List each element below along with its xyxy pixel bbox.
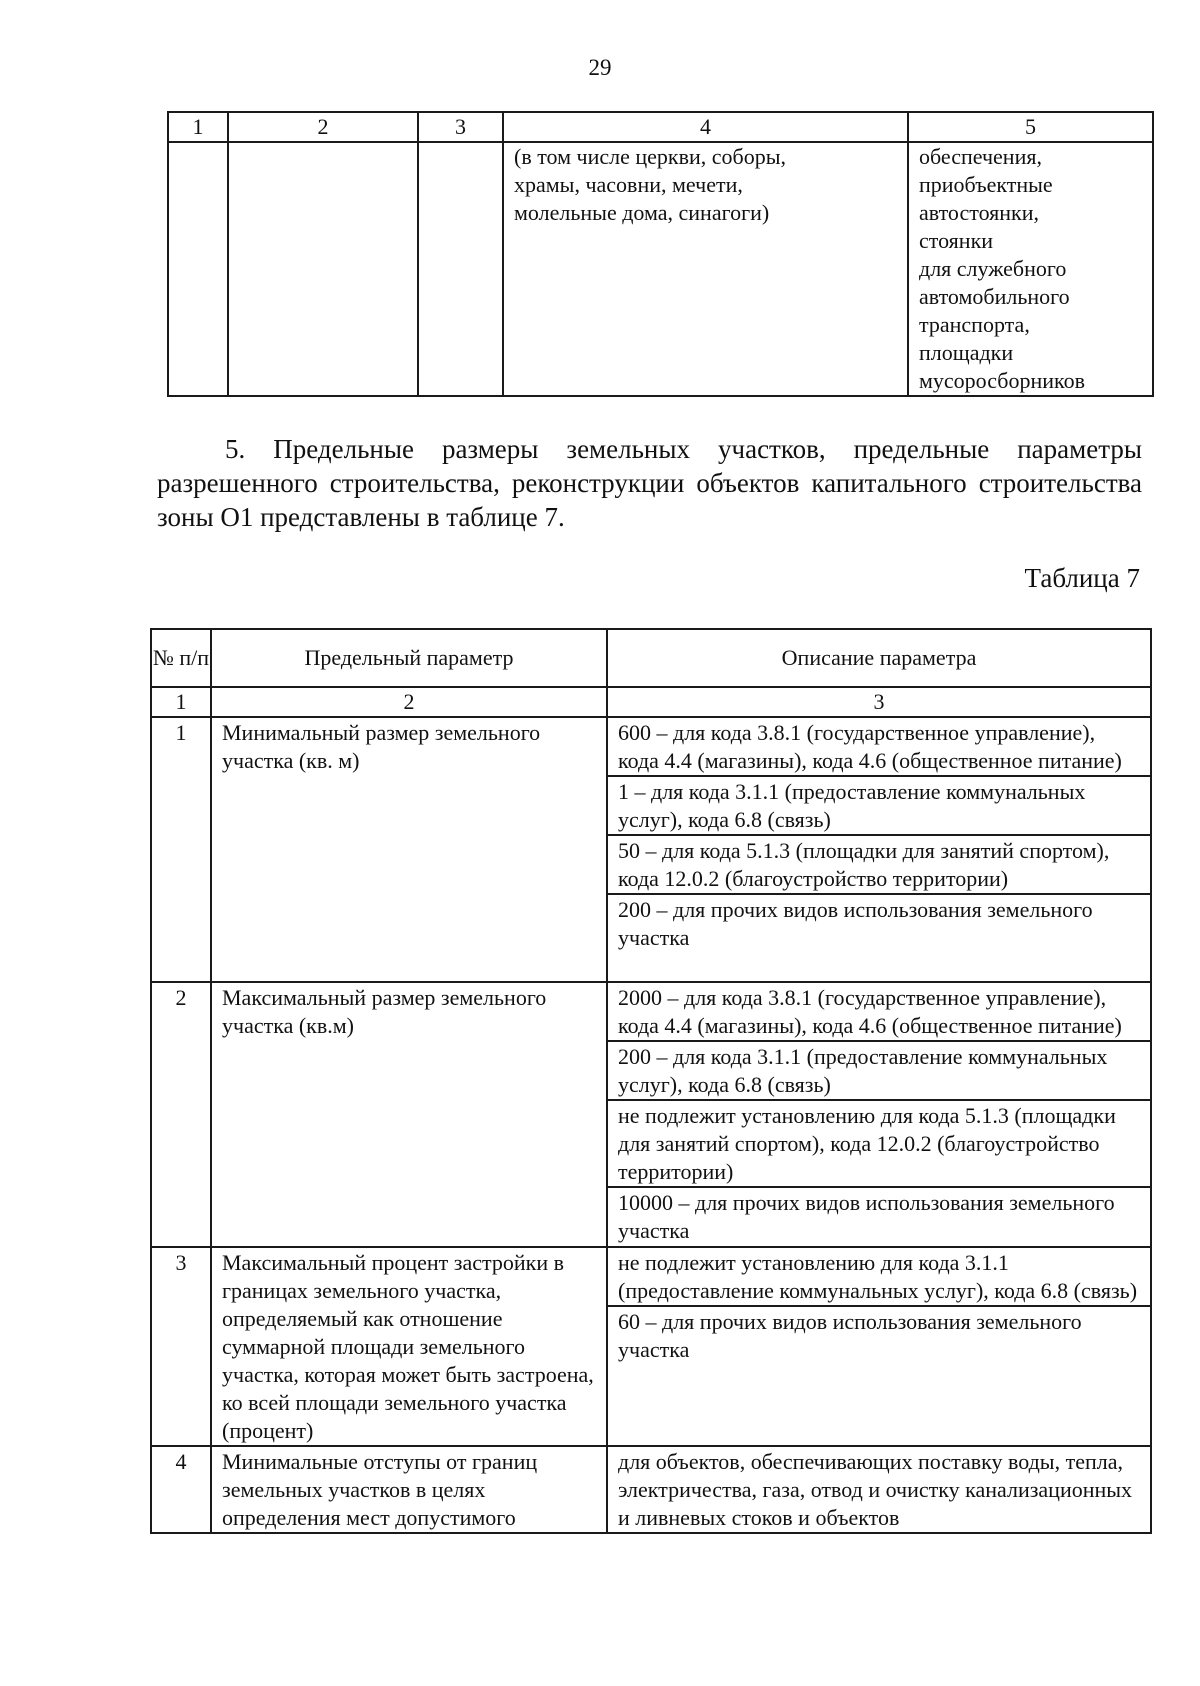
row-desc (607, 982, 1151, 1247)
desc-item: 200 – для кода 3.1.1 (предоставление коммунальных услуг), кода 6.8 (связь) (608, 1042, 1150, 1101)
row-number: 2 (151, 982, 211, 1247)
desc-item: 60 – для прочих видов использования земельного участка (618, 1309, 1082, 1362)
row-param: Максимальный размер земельного участка (кв.м) (211, 982, 607, 1247)
row-number: 3 (151, 1247, 211, 1446)
table-7 (150, 628, 1152, 1534)
header-desc: Описание параметра (607, 629, 1151, 687)
desc-item: 50 – для кода 5.1.3 (площадки для занятий спортом), кода 12.0.2 (благоустройство территории) (608, 836, 1150, 895)
table-row (151, 982, 1151, 1247)
continued-table-row (168, 142, 1153, 396)
page-number: 29 (588, 55, 612, 80)
text-line: обеспечения, (919, 144, 1042, 169)
text-line: площадки (919, 340, 1014, 365)
row-number: 4 (151, 1446, 211, 1533)
table-row (151, 1247, 1151, 1446)
header-num: № п/п (151, 629, 211, 687)
header-cell: 1 (168, 112, 228, 142)
desc-item: не подлежит установлению для кода 5.1.3 (площадки для занятий спортом), кода 12.0.2 (благоустройство территории) (608, 1101, 1150, 1188)
text-line: приобъектные (919, 172, 1053, 197)
col4-cell (503, 142, 908, 396)
desc-item: не подлежит установлению для кода 3.1.1 (предоставление коммунальных услуг), кода 6.8 (связь) (608, 1248, 1150, 1307)
body-paragraph: 5. Предельные размеры земельных участков, предельные параметры разрешенного строительства, реконструкции объектов капитального строительства зоны О1 представлены в таблице 7. (157, 434, 1142, 532)
header-cell: 5 (908, 112, 1153, 142)
text-line: (в том числе церкви, соборы, (514, 144, 787, 169)
header-cell: 4 (503, 112, 908, 142)
table-row (151, 1446, 1151, 1533)
desc-item: 10000 – для прочих видов использования земельного участка (618, 1190, 1115, 1243)
row-param: Минимальный размер земельного участка (кв. м) (211, 717, 607, 982)
row-desc (607, 717, 1151, 982)
row-desc (607, 1247, 1151, 1446)
desc-item: 1 – для кода 3.1.1 (предоставление коммунальных услуг), кода 6.8 (связь) (608, 777, 1150, 836)
header-cell: 2 (228, 112, 418, 142)
text-line: автостоянки, (919, 200, 1040, 225)
table-row (151, 717, 1151, 982)
row-desc: для объектов, обеспечивающих поставку воды, тепла, электричества, газа, отвод и очистку канализационных и ливневых стоков и объектов (607, 1446, 1151, 1533)
column-numbers-row (151, 687, 1151, 717)
header-cell: 3 (418, 112, 503, 142)
text-line: стоянки (919, 228, 994, 253)
header-param: Предельный параметр (211, 629, 607, 687)
text-line: мусоросборников (919, 368, 1085, 393)
continued-table (167, 111, 1154, 397)
desc-item: 600 – для кода 3.8.1 (государственное управление), кода 4.4 (магазины), кода 4.6 (общественное питание) (608, 718, 1150, 777)
table-header-row (151, 629, 1151, 687)
text-line: храмы, часовни, мечети, (514, 172, 743, 197)
text-line: автомобильного (919, 284, 1070, 309)
desc-item: 2000 – для кода 3.8.1 (государственное управление), кода 4.4 (магазины), кода 4.6 (общественное питание) (608, 983, 1150, 1042)
col5-cell (908, 142, 1153, 396)
col-number: 1 (151, 687, 211, 717)
col-number: 3 (607, 687, 1151, 717)
col-number: 2 (211, 687, 607, 717)
row-number: 1 (151, 717, 211, 982)
text-line: для служебного (919, 256, 1067, 281)
table-caption: Таблица 7 (1024, 563, 1140, 593)
continued-table-header (168, 112, 1153, 142)
row-param: Максимальный процент застройки в границах земельного участка, определяемый как отношение суммарной площади земельного участка, которая может быть застроена, ко всей площади земельного участка (процент) (211, 1247, 607, 1446)
text-line: транспорта, (919, 312, 1030, 337)
row-param: Минимальные отступы от границ земельных участков в целях определения мест допустимого (211, 1446, 607, 1533)
desc-item: 200 – для прочих видов использования земельного участка (618, 897, 1093, 950)
text-line: молельные дома, синагоги) (514, 200, 770, 225)
